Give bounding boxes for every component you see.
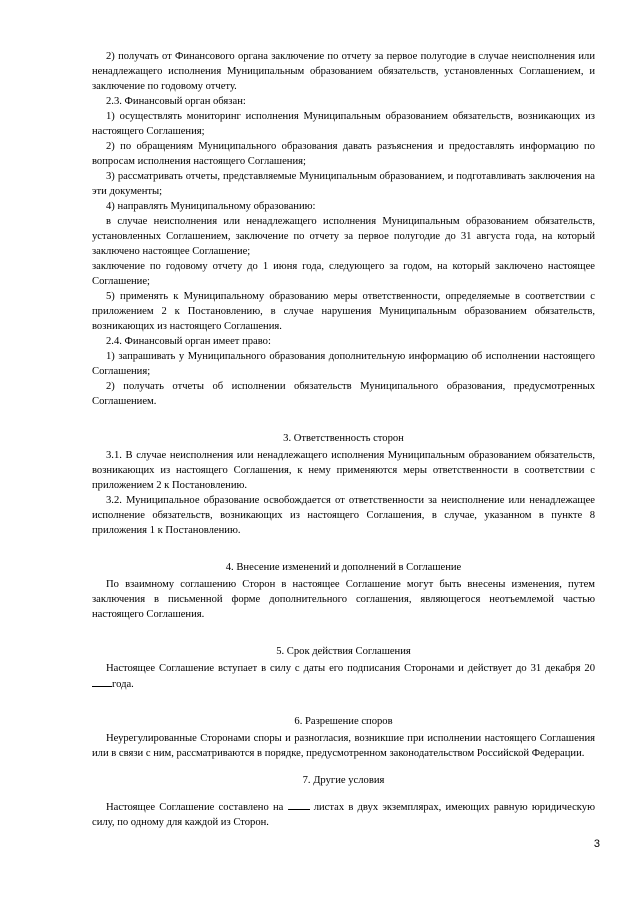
paragraph: 1) запрашивать у Муниципального образования дополнительную информацию об исполнении настоящего Соглашения; <box>92 351 595 377</box>
paragraph <box>92 661 595 692</box>
page-number: 3 <box>593 838 600 850</box>
section-heading: 7. Другие условия <box>302 775 385 786</box>
section-amendments <box>92 560 595 622</box>
section-disputes <box>92 714 595 761</box>
paragraph: 5) применять к Муниципальному образованию меры ответственности, определяемые в соответствии с приложением 2 к Постановлению, в случае нарушения Муниципальным образованием обязательств, возникающих из настоящего Соглашения. <box>92 291 595 332</box>
paragraph: 1) осуществлять мониторинг исполнения Муниципальным образованием обязательств, возникающих из настоящего Соглашения; <box>92 111 595 137</box>
paragraph: 3.1. В случае неисполнения или ненадлежащего исполнения Муниципальным образованием обязательств, возникающих из настоящего Соглашения, к нему применяются меры ответственности в соответствии с приложением 2 к Постановлению. <box>92 450 595 491</box>
paragraph-text: года. <box>112 679 134 690</box>
paragraph: Неурегулированные Сторонами споры и разногласия, возникшие при исполнении настоящего Соглашения или в связи с ним, рассматриваются в порядке, предусмотренном законодательством Российской Федерации. <box>92 733 595 759</box>
paragraph: 2) получать отчеты об исполнении обязательств Муниципального образования, предусмотренных Соглашением. <box>92 381 595 407</box>
paragraph: 3) рассматривать отчеты, представляемые Муниципальным образованием, и подготавливать заключения на эти документы; <box>92 171 595 197</box>
paragraph: заключение по годовому отчету до 1 июня года, следующего за годом, на который заключено настоящее Соглашение; <box>92 261 595 287</box>
section-responsibility <box>92 431 595 538</box>
section-heading: 6. Разрешение споров <box>294 716 393 727</box>
paragraph-text: листах в двух экземплярах, имеющих равную юридическую силу, по одному для каждой из Сторон. <box>92 802 595 828</box>
section-other <box>92 773 595 830</box>
paragraph: 2) получать от Финансового органа заключение по отчету за первое полугодие в случае неисполнения или ненадлежащего исполнения Муниципальным образованием обязательств, установленных Соглашением, и заключение по годовому отчету. <box>92 51 595 92</box>
document-body <box>92 49 595 830</box>
paragraph-text: Настоящее Соглашение вступает в силу с даты его подписания Сторонами и действует до 31 декабря 20 <box>106 663 595 674</box>
obligations-section <box>92 49 595 409</box>
blank-field <box>92 676 112 687</box>
paragraph: 3.2. Муниципальное образование освобождается от ответственности за неисполнение или ненадлежащее исполнение обязательств, возникающих из настоящего Соглашения, в случае, указанном в пункте 8 приложения 1 к Постановлению. <box>92 495 595 536</box>
paragraph: 2) по обращениям Муниципального образования давать разъяснения и предоставлять информацию по вопросам исполнения настоящего Соглашения; <box>92 141 595 167</box>
paragraph: в случае неисполнения или ненадлежащего исполнения Муниципальным образованием обязательств, установленных Соглашением, заключение по отчету за первое полугодие до 31 августа года, на который заключено настоящее Соглашение; <box>92 216 595 257</box>
blank-field <box>288 799 310 810</box>
paragraph <box>92 799 595 830</box>
section-term <box>92 644 595 692</box>
paragraph: 4) направлять Муниципальному образованию: <box>106 201 316 212</box>
paragraph: 2.4. Финансовый орган имеет право: <box>106 336 271 347</box>
paragraph: По взаимному соглашению Сторон в настоящее Соглашение могут быть внесены изменения, путем заключения в письменной форме дополнительного соглашения, являющегося неотъемлемой частью настоящего Соглашения. <box>92 579 595 620</box>
paragraph-text: Настоящее Соглашение составлено на <box>106 802 288 813</box>
section-heading: 5. Срок действия Соглашения <box>276 646 411 657</box>
section-heading: 4. Внесение изменений и дополнений в Соглашение <box>225 562 462 573</box>
section-heading: 3. Ответственность сторон <box>283 433 404 444</box>
paragraph: 2.3. Финансовый орган обязан: <box>106 96 246 107</box>
